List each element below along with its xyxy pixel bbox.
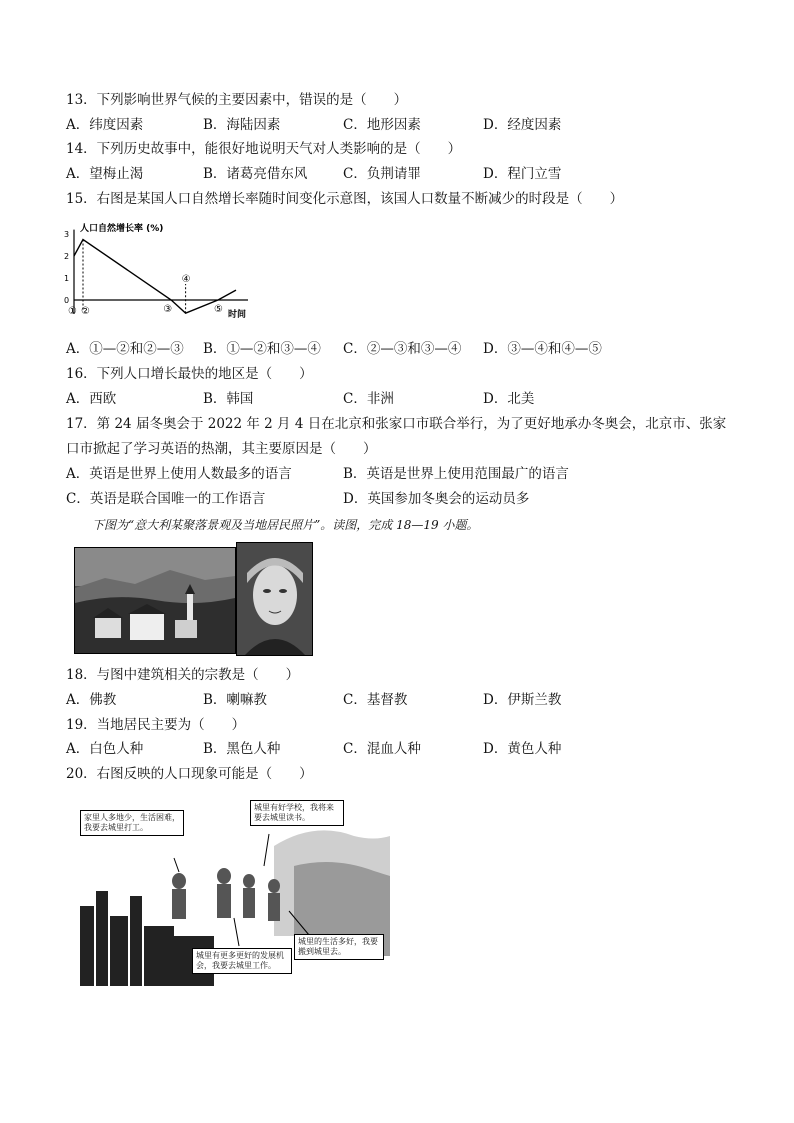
q14-option-d[interactable]: D．程门立雪 [483,166,562,182]
question-18-stem: 18．与图中建筑相关的宗教是（ ） [66,667,300,683]
q14-option-b[interactable]: B．诸葛亮借东风 [203,166,308,182]
question-17-stem-line2: 口市掀起了学习英语的热潮，其主要原因是（ ） [66,441,377,457]
chart-ylabel: 人口自然增长率 (%) [80,224,164,234]
q16-option-c[interactable]: C．非洲 [343,391,394,407]
question-15-stem: 15．右图是某国人口自然增长率随时间变化示意图，该国人口数量不断减少的时段是（ ） [66,191,624,207]
q14-option-c[interactable]: C．负荆请罪 [343,166,421,182]
local-resident-photo [236,542,313,656]
q13-option-c[interactable]: C．地形因素 [343,117,421,133]
chart-xlabel: 时间 [228,310,247,320]
x-marker-5: ⑤ [214,304,223,315]
q19-option-b[interactable]: B．黑色人种 [203,741,281,757]
cartoon-bubble-1: 家里人多地少，生活困难，我要去城里打工。 [80,810,184,836]
q15-option-a[interactable]: A．①—②和②—③ [66,341,184,357]
q18-option-b[interactable]: B．喇嘛教 [203,692,267,708]
y-tick-label: 0 [64,296,70,305]
cartoon-bubble-3: 城里有更多更好的发展机会，我要去城里工作。 [192,948,292,974]
question-13-stem: 13．下列影响世界气候的主要因素中，错误的是（ ） [66,92,408,108]
question-14-stem: 14．下列历史故事中，能很好地说明天气对人类影响的是（ ） [66,141,462,157]
x-marker-2: ② [81,306,90,317]
y-tick-label: 1 [64,274,70,283]
y-tick-label: 2 [64,252,70,261]
settlement-landscape-photo [74,547,236,654]
q19-option-c[interactable]: C．混血人种 [343,741,421,757]
x-marker-1: ① [68,306,77,317]
q18-option-a[interactable]: A．佛教 [66,692,117,708]
q15-option-c[interactable]: C．②—③和③—④ [343,341,462,357]
q17-option-b[interactable]: B．英语是世界上使用范围最广的语言 [343,466,569,482]
growth-rate-line [74,240,236,314]
q17-option-a[interactable]: A．英语是世界上使用人数最多的语言 [66,466,292,482]
question-20-stem: 20．右图反映的人口现象可能是（ ） [66,766,313,782]
q13-option-d[interactable]: D．经度因素 [483,117,562,133]
q16-option-d[interactable]: D．北美 [483,391,535,407]
growth-rate-chart [62,220,252,325]
q17-option-c[interactable]: C．英语是联合国唯一的工作语言 [66,491,266,507]
q19-option-a[interactable]: A．白色人种 [66,741,144,757]
q15-option-b[interactable]: B．①—②和③—④ [203,341,321,357]
cartoon-bubble-4: 城里的生活多好，我要搬到城里去。 [294,934,384,960]
x-marker-3: ③ [163,304,173,315]
urbanization-cartoon [74,796,390,1002]
question-19-stem: 19．当地居民主要为（ ） [66,717,246,733]
question-17-stem-line1: 17．第 24 届冬奥会于 2022 年 2 月 4 日在北京和张家口市联合举行，为了更好地承办冬奥会，北京市、张家 [66,416,727,432]
q16-option-b[interactable]: B．韩国 [203,391,254,407]
q14-option-a[interactable]: A．望梅止渴 [66,166,144,182]
q18-option-d[interactable]: D．伊斯兰教 [483,692,562,708]
q19-option-d[interactable]: D．黄色人种 [483,741,562,757]
intro-18-19: 下图为“意大利某聚落景观及当地居民照片”。读图，完成 18—19 小题。 [92,518,479,532]
q16-option-a[interactable]: A．西欧 [66,391,117,407]
q15-option-d[interactable]: D．③—④和④—⑤ [483,341,602,357]
question-16-stem: 16．下列人口增长最快的地区是（ ） [66,366,313,382]
q17-option-d[interactable]: D．英国参加冬奥会的运动员多 [343,491,530,507]
q13-option-b[interactable]: B．海陆因素 [203,117,281,133]
q18-option-c[interactable]: C．基督教 [343,692,408,708]
x-marker-4: ④ [181,274,191,285]
q13-option-a[interactable]: A．纬度因素 [66,117,144,133]
cartoon-bubble-2: 城里有好学校，我将来要去城里读书。 [250,800,344,826]
y-tick-label: 3 [64,230,70,239]
